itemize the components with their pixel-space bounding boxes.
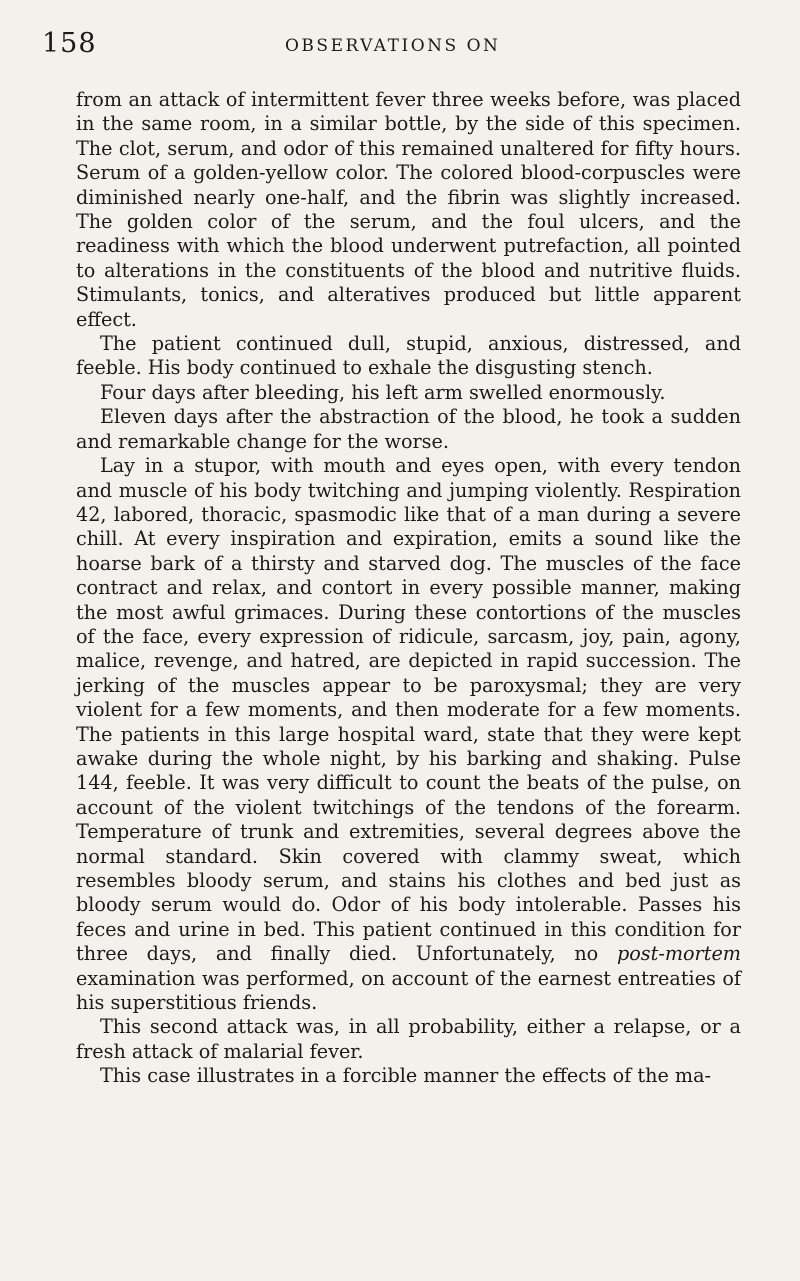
page-number: 158	[42, 28, 97, 59]
paragraph-text: Lay in a stupor, with mouth and eyes open, with every tendon and muscle of his body twitching and jumping violently. Respiration 42, labored, thoracic, spasmodic like that of a man during a severe chill. At every inspiration and expiration, emits a sound like the hoarse bark of a thirsty and starved dog. The muscles of the face contract and relax, and contort in every possible manner, making the most awful grimaces. During these contortions of the muscles of the face, every expression of ridicule, sarcasm, joy, pain, agony, malice, revenge, and hatred, are depicted in rapid succession. The jerking of the muscles appear to be paroxysmal; they are very violent for a few moments, and then moderate for a few moments. The patients in this large hospital ward, state that they were kept awake during the whole night, by his barking and shaking. Pulse 144, feeble. It was very difficult to count the beats of the pulse, on account of the violent twitchings of the tendons of the forearm. Temperature of trunk and extremities, several degrees above the normal standard. Skin covered with clammy sweat, which resembles bloody serum, and stains his clothes and bed just as bloody serum would do. Odor of his body intolerable. Passes his feces and urine in bed. This patient continued in this condition for three days, and finally died. Unfortunately, no	[76, 454, 741, 966]
paragraph: The patient continued dull, stupid, anxious, distressed, and feeble. His body continued to exhale the disgusting stench.	[76, 332, 741, 380]
italic-term: post-mortem	[616, 942, 741, 966]
paragraph	[76, 454, 741, 1015]
paragraph: This second attack was, in all probability, either a relapse, or a fresh attack of malarial fever.	[76, 1015, 741, 1063]
page-header	[0, 28, 800, 68]
body-text	[76, 88, 741, 1089]
running-head: OBSERVATIONS ON	[285, 36, 501, 56]
paragraph: from an attack of intermittent fever three weeks before, was placed in the same room, in a similar bottle, by the side of this specimen. The clot, serum, and odor of this remained unaltered for fifty hours. Serum of a golden-yellow color. The colored blood-corpuscles were diminished nearly one-half, and the fibrin was slightly increased. The golden color of the serum, and the foul ulcers, and the readiness with which the blood underwent putrefaction, all pointed to alterations in the constituents of the blood and nutritive fluids. Stimulants, tonics, and alteratives produced but little apparent effect.	[76, 88, 741, 331]
paragraph: This case illustrates in a forcible manner the effects of the ma-	[100, 1064, 712, 1088]
paragraph: Eleven days after the abstraction of the blood, he took a sudden and remarkable change for the worse.	[76, 405, 741, 453]
paragraph: Four days after bleeding, his left arm swelled enormously.	[100, 380, 666, 404]
paragraph-text: examination was performed, on account of the earnest entreaties of his superstitious friends.	[76, 966, 741, 1015]
